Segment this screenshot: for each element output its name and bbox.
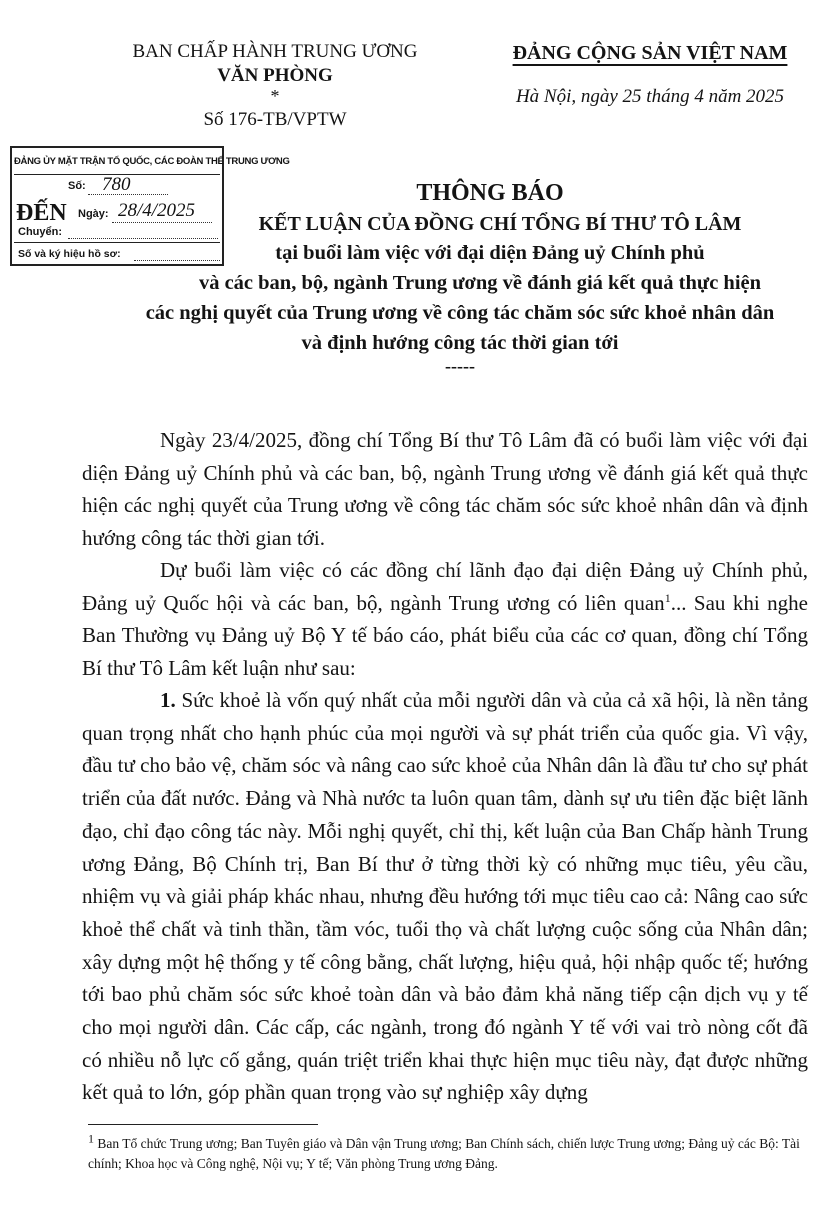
- paragraph-2: [82, 554, 808, 685]
- issuer-line2: VĂN PHÒNG: [217, 65, 333, 86]
- paragraph-1: [82, 424, 808, 555]
- document-type: THÔNG BÁO: [416, 180, 564, 206]
- stamp-hoso-label: Số và ký hiệu hồ sơ:: [18, 248, 121, 260]
- title-separator: -----: [445, 356, 475, 376]
- title-line5: và định hướng công tác thời gian tới: [301, 332, 619, 354]
- party-name: ĐẢNG CỘNG SẢN VIỆT NAM: [512, 42, 788, 64]
- paragraph-3: [82, 684, 808, 1109]
- stamp-chuyen-label: Chuyển:: [18, 226, 62, 238]
- issuer-block: [80, 40, 470, 132]
- document-number: Số 176-TB/VPTW: [203, 109, 347, 130]
- paragraph-3-text: Sức khoẻ là vốn quý nhất của mỗi người dân và của cả xã hội, là nền tảng quan trọng nhất cho hạnh phúc của mọi người và sự phát triển của quốc gia. Vì vậy, đầu tư cho bảo vệ, chăm sóc và nâng cao sức khoẻ của Nhân dân là đầu tư cho sự phát triển của đất nước. Đảng và Nhà nước ta luôn quan tâm, dành sự ưu tiên đặc biệt lãnh đạo, chỉ đạo công tác này. Mỗi nghị quyết, chỉ thị, kết luận của Ban Chấp hành Trung ương Đảng, Bộ Chính trị, Ban Bí thư ở từng thời kỳ có những mục tiêu, yêu cầu, nhiệm vụ và giải pháp khác nhau, nhưng đều hướng tới mục tiêu cao cả: Nâng cao sức khoẻ thể chất và tinh thần, tầm vóc, tuổi thọ và chất lượng cuộc sống của Nhân dân; xây dựng một hệ thống y tế công bằng, chất lượng, hiệu quả, hội nhập quốc tế; hướng tới bao phủ chăm sóc sức khoẻ toàn dân và bảo đảm khả năng tiếp cận dịch vụ y tế cho mọi người dân. Các cấp, các ngành, trong đó ngành Y tế với vai trò nòng cốt đã có nhiều nỗ lực cố gắng, quán triệt triển khai thực hiện mục tiêu này, đạt được những kết quả to lớn, góp phần quan trọng vào sự nghiệp xây dựng: [82, 688, 809, 1105]
- stamp-den: ĐẾN: [16, 200, 67, 226]
- stamp-so-label: Số:: [68, 180, 86, 192]
- stamp-chuyen-line: [68, 238, 218, 239]
- footnote-ref: 1: [664, 590, 671, 605]
- paragraph-2-text-b: ... Sau khi nghe Ban Thường vụ Đảng uỷ Bộ Y tế báo cáo, phát biểu của các cơ quan, đồng chí Tổng Bí thư Tô Lâm kết luận như sau:: [82, 590, 809, 681]
- title-line2: tại buổi làm việc với đại diện Đảng uỷ Chính phủ: [275, 242, 705, 264]
- stamp-ngay-value: 28/4/2025: [118, 200, 196, 221]
- paragraph-1-text: Ngày 23/4/2025, đồng chí Tổng Bí thư Tô Lâm đã có buổi làm việc với đại diện Đảng uỷ Chính phủ và các ban, bộ, ngành Trung ương về đánh giá kết quả thực hiện các nghị quyết của Trung ương về công tác chăm sóc sức khoẻ nhân dân và định hướng công tác thời gian tới.: [82, 428, 808, 551]
- section-number: 1.: [160, 688, 176, 712]
- paragraph-2-text-a: Dự buổi làm việc có các đồng chí lãnh đạo đại diện Đảng uỷ Chính phủ, Đảng uỷ Quốc hội và các ban, bộ, ngành Trung ương có liên quan: [82, 558, 808, 615]
- stamp-ngay-label: Ngày:: [78, 208, 109, 220]
- issuer-star: *: [270, 86, 280, 106]
- title-line1: KẾT LUẬN CỦA ĐỒNG CHÍ TỔNG BÍ THƯ TÔ LÂM: [258, 213, 742, 235]
- stamp-ngay-line: [112, 222, 212, 223]
- footnote: [88, 1131, 814, 1174]
- stamp-organization: ĐẢNG ỦY MẶT TRẬN TỔ QUỐC, CÁC ĐOÀN THỂ TRUNG ƯƠNG: [14, 150, 220, 175]
- footnote-rule: [88, 1124, 318, 1125]
- footnote-number: 1: [88, 1131, 94, 1146]
- issuer-line1: BAN CHẤP HÀNH TRUNG ƯƠNG: [132, 41, 418, 62]
- place-date: Hà Nội, ngày 25 tháng 4 năm 2025: [515, 86, 785, 107]
- stamp-so-value: 780: [102, 174, 131, 195]
- footnote-text: Ban Tổ chức Trung ương; Ban Tuyên giáo và Dân vận Trung ương; Ban Chính sách, chiến lược Trung ương; Đảng uỷ các Bộ: Tài chính; Khoa học và Công nghệ, Nội vụ; Y tế; Văn phòng Trung ương Đảng.: [88, 1136, 800, 1171]
- title-line3: và các ban, bộ, ngành Trung ương về đánh giá kết quả thực hiện: [198, 272, 762, 294]
- title-line4: các nghị quyết của Trung ương về công tác chăm sóc sức khoẻ nhân dân: [145, 302, 775, 324]
